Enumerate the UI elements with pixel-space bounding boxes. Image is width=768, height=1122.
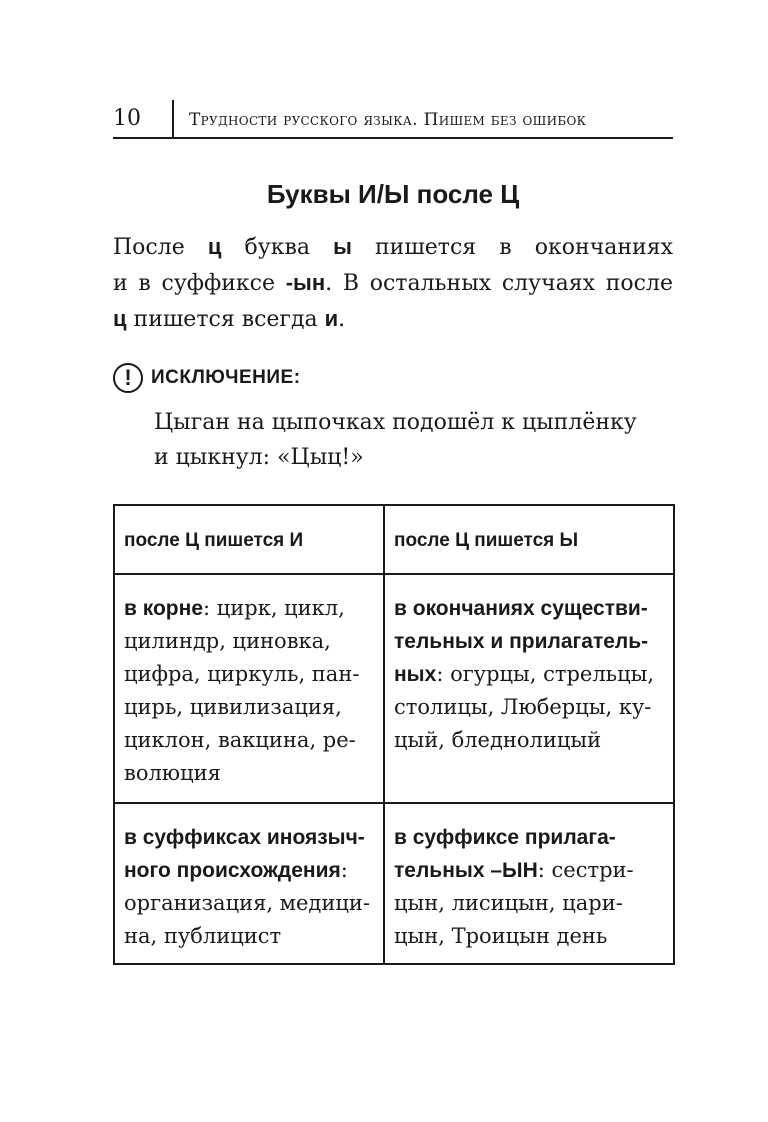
cell-line: цирь, цивилизация, (124, 695, 342, 719)
exception-line-1: Цыган на цыпочках подошёл к цыплёнку (154, 410, 637, 435)
rule-text: После (113, 235, 208, 260)
cell-line: столицы, Люберцы, ку- (394, 695, 652, 719)
section-title: Буквы И/Ы после Ц (266, 179, 520, 209)
cell-label: тельных и прилагатель- (394, 630, 649, 653)
cell-line (124, 592, 374, 625)
rule-text: . (338, 307, 346, 332)
rule-letter: ц (113, 306, 127, 331)
rule-letter: и (324, 306, 339, 331)
exception-header (113, 360, 301, 396)
cell-label: тельных –ЫН (394, 859, 538, 882)
table-header-row (114, 505, 674, 574)
rule-text: . В остальных случаях после (325, 271, 673, 296)
cell-line: цый, бледнолицый (394, 728, 602, 752)
page-number: 10 (113, 106, 141, 131)
header-cell-i (114, 505, 384, 574)
cell-line (394, 658, 664, 691)
exception-text (154, 405, 674, 475)
exception-label: ИСКЛЮЧЕНИЕ: (151, 367, 301, 388)
cell-label: ного происхождения (124, 859, 341, 882)
rule-text: и в суффиксе (113, 271, 286, 296)
rule-paragraph (113, 229, 673, 337)
rule-line-1 (113, 229, 673, 265)
rule-text: пишется в окончаниях (351, 235, 673, 260)
rule-letter: ц (207, 234, 222, 259)
cell-label: в окончаниях существи- (394, 597, 648, 620)
cell-line: цын, Троицын день (394, 924, 608, 948)
cell-text: : сестри- (537, 858, 634, 882)
cell-line: цилиндр, циновка, (124, 629, 331, 653)
cell-text: : (340, 858, 348, 882)
cell-line: организация, медици- (124, 891, 370, 915)
rule-text: буква (221, 235, 334, 260)
cell-label: в корне (124, 597, 203, 620)
rule-suffix: -ын (285, 270, 326, 295)
table-cell (114, 574, 384, 803)
rule-line-2 (113, 265, 673, 301)
cell-line (124, 854, 374, 887)
header-divider (172, 100, 174, 138)
cell-label: в суффиксах иноязыч- (124, 826, 365, 849)
cell-line: циклон, вакцина, ре- (124, 728, 356, 752)
cell-line: цын, лисицын, цари- (394, 891, 623, 915)
exclamation-circle-icon: ! (113, 363, 143, 393)
cell-line: на, публицист (124, 924, 282, 948)
running-title: Трудности русского языка. Пишем без ошибок (189, 110, 587, 130)
cell-label: ных (394, 663, 437, 686)
rule-letter: ы (333, 234, 352, 259)
cell-line: цифра, циркуль, пан- (124, 662, 360, 686)
header-text: после Ц пишется И (124, 530, 304, 551)
rules-table (113, 504, 675, 965)
table-row (114, 574, 674, 803)
rule-text: пишется всегда (126, 307, 325, 332)
exception-line-2: и цыкнул: «Цыц!» (154, 445, 364, 470)
table-cell (114, 803, 384, 964)
header-rule (113, 137, 673, 139)
header-cell-y (384, 505, 674, 574)
table-row (114, 803, 674, 964)
cell-text: : цирк, цикл, (203, 596, 345, 620)
table-cell (384, 574, 674, 803)
cell-line: волюция (124, 761, 221, 785)
table-cell (384, 803, 674, 964)
cell-line (394, 854, 664, 887)
header-text: после Ц пишется Ы (394, 530, 579, 551)
cell-label: в суффиксе прилага- (394, 826, 616, 849)
cell-text: : огурцы, стрельцы, (436, 662, 654, 686)
rule-line-3 (113, 301, 673, 337)
